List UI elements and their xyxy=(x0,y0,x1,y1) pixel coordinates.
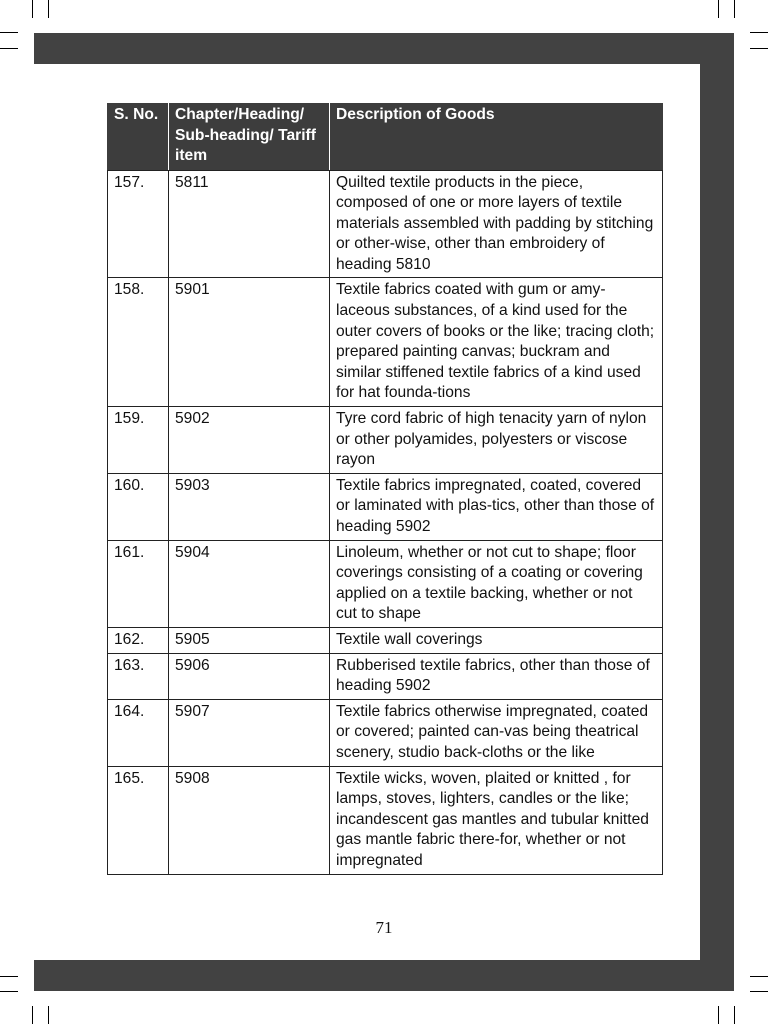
page-number: 71 xyxy=(375,918,393,937)
cell-serial-no: 158. xyxy=(108,278,169,407)
cell-tariff-code: 5904 xyxy=(169,540,330,627)
cell-description: Textile wicks, woven, plaited or knitted , for lamps, stoves, lighters, candles or the like; incandescent gas mantles and tubular knitted gas mantle fabric there-for, whether or not impregnated xyxy=(330,766,663,874)
cell-serial-no: 157. xyxy=(108,170,169,278)
table-row xyxy=(108,627,663,653)
bottom-frame-bar xyxy=(34,960,734,991)
cell-serial-no: 164. xyxy=(108,699,169,766)
cell-description: Textile fabrics impregnated, coated, covered or laminated with plas-tics, other than those of heading 5902 xyxy=(330,473,663,540)
cell-tariff-code: 5905 xyxy=(169,627,330,653)
table-header-row xyxy=(108,103,663,170)
cell-serial-no: 159. xyxy=(108,407,169,474)
cell-serial-no: 160. xyxy=(108,473,169,540)
cell-description: Linoleum, whether or not cut to shape; floor coverings consisting of a coating or covering applied on a textile backing, whether or not cut to shape xyxy=(330,540,663,627)
right-frame-bar xyxy=(700,33,734,991)
top-frame-bar xyxy=(34,33,734,64)
cell-tariff-code: 5902 xyxy=(169,407,330,474)
cell-description: Textile wall coverings xyxy=(330,627,663,653)
table-row xyxy=(108,278,663,407)
cell-tariff-code: 5903 xyxy=(169,473,330,540)
table-row xyxy=(108,407,663,474)
header-description: Description of Goods xyxy=(330,103,663,170)
table-row xyxy=(108,699,663,766)
table-row xyxy=(108,170,663,278)
table-row xyxy=(108,653,663,699)
cell-tariff-code: 5908 xyxy=(169,766,330,874)
cell-serial-no: 162. xyxy=(108,627,169,653)
cell-description: Textile fabrics otherwise impregnated, coated or covered; painted can-vas being theatrical scenery, studio back-cloths or the like xyxy=(330,699,663,766)
header-serial-no: S. No. xyxy=(108,103,169,170)
tariff-table xyxy=(107,103,663,875)
table-row xyxy=(108,766,663,874)
cell-tariff-code: 5906 xyxy=(169,653,330,699)
cell-tariff-code: 5907 xyxy=(169,699,330,766)
cell-description: Tyre cord fabric of high tenacity yarn of nylon or other polyamides, polyesters or viscose rayon xyxy=(330,407,663,474)
table-row xyxy=(108,473,663,540)
cell-tariff-code: 5901 xyxy=(169,278,330,407)
cell-serial-no: 161. xyxy=(108,540,169,627)
cell-description: Textile fabrics coated with gum or amy-laceous substances, of a kind used for the outer covers of books or the like; tracing cloth; prepared painting canvas; buckram and similar stiffened textile fabrics of a kind used for hat founda-tions xyxy=(330,278,663,407)
cell-description: Quilted textile products in the piece, composed of one or more layers of textile materials assembled with padding by stitching or other-wise, other than embroidery of heading 5810 xyxy=(330,170,663,278)
header-tariff-item: Chapter/Heading/ Sub-heading/ Tariff item xyxy=(169,103,330,170)
cell-tariff-code: 5811 xyxy=(169,170,330,278)
table-row xyxy=(108,540,663,627)
cell-description: Rubberised textile fabrics, other than those of heading 5902 xyxy=(330,653,663,699)
cell-serial-no: 165. xyxy=(108,766,169,874)
cell-serial-no: 163. xyxy=(108,653,169,699)
